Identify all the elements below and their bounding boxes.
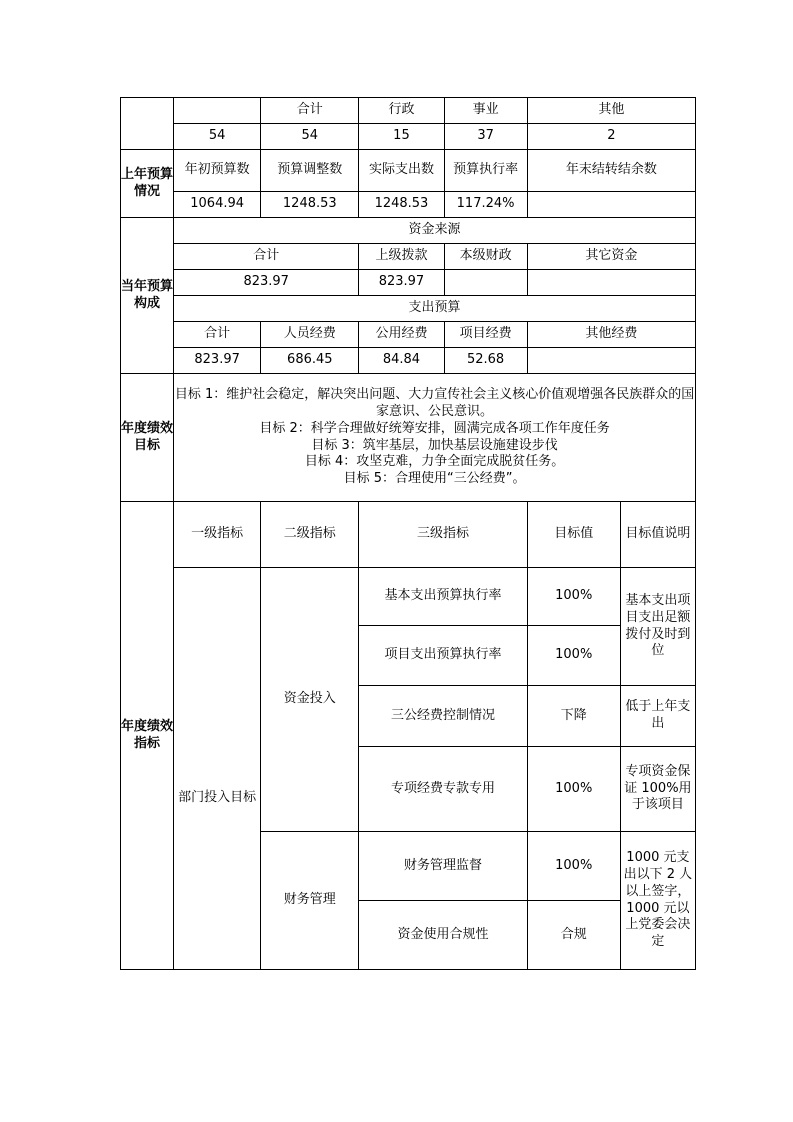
prev-year-header: 年末结转结余数 — [527, 150, 695, 192]
level1-indicator-text: 部门投入目标 — [178, 790, 257, 806]
level3-indicator: 专项经费专款专用 — [359, 747, 527, 832]
expense-value: 84.84 — [359, 348, 444, 374]
staffing-header-row — [121, 98, 696, 124]
indicator-header: 二级指标 — [261, 502, 359, 568]
expense-value: 52.68 — [444, 348, 527, 374]
expense-value — [527, 348, 695, 374]
level3-indicator: 资金使用合规性 — [359, 901, 527, 970]
target-note: 专项资金保证 100%用于该项目 — [620, 747, 695, 832]
funding-values-row — [121, 270, 696, 296]
staffing-value: 54 — [261, 124, 359, 150]
prev-year-value — [527, 192, 695, 218]
funding-title-row — [121, 218, 696, 244]
staffing-header: 合计 — [261, 98, 359, 124]
expense-value: 686.45 — [261, 348, 359, 374]
goals-list — [174, 374, 696, 502]
funding-header: 本级财政 — [444, 244, 527, 270]
indicator-header-row — [121, 502, 696, 568]
staffing-value: 15 — [359, 124, 444, 150]
expense-header: 其他经费 — [527, 322, 695, 348]
prev-year-header: 年初预算数 — [174, 150, 261, 192]
goal-item: 目标 3：筑牢基层，加快基层设施建设步伐 — [311, 437, 558, 453]
target-note: 基本支出项目支出足额拨付及时到位 — [620, 568, 695, 686]
indicator-row — [121, 568, 696, 626]
prev-year-values-row — [121, 192, 696, 218]
expense-value: 823.97 — [174, 348, 261, 374]
funding-header: 上级拨款 — [359, 244, 444, 270]
target-value: 下降 — [527, 686, 620, 747]
indicator-header: 目标值 — [527, 502, 620, 568]
target-value: 100% — [527, 832, 620, 901]
goal-item: 目标 1：维护社会稳定，解决突出问题、大力宣传社会主义核心价值观增强各民族群众的国家意识、公民意识。 — [174, 386, 695, 419]
expense-header-row — [121, 322, 696, 348]
level2-indicator: 财务管理 — [261, 832, 359, 970]
target-note: 1000 元支出以下 2 人以上签字，1000 元以上党委会决定 — [620, 832, 695, 970]
expense-header: 项目经费 — [444, 322, 527, 348]
prev-year-section-label: 上年预算情况 — [121, 150, 174, 218]
goal-item: 目标 2：科学合理做好统筹安排，圆满完成各项工作年度任务 — [259, 420, 610, 436]
indicators-section-label: 年度绩效指标 — [121, 502, 174, 970]
goals-section-label: 年度绩效目标 — [121, 374, 174, 502]
staffing-value: 37 — [444, 124, 527, 150]
level2-indicator: 资金投入 — [261, 568, 359, 832]
staffing-header: 其他 — [527, 98, 695, 124]
staffing-blank-header — [174, 98, 261, 124]
budget-document — [120, 97, 696, 970]
staffing-value: 2 — [527, 124, 695, 150]
prev-year-header: 预算调整数 — [261, 150, 359, 192]
budget-table — [120, 97, 696, 970]
prev-year-header: 预算执行率 — [444, 150, 527, 192]
target-value: 100% — [527, 626, 620, 686]
current-year-section-label: 当年预算构成 — [121, 218, 174, 374]
target-note: 低于上年支出 — [620, 686, 695, 747]
funding-value: 823.97 — [359, 270, 444, 296]
staffing-header: 行政 — [359, 98, 444, 124]
prev-year-value: 1064.94 — [174, 192, 261, 218]
prev-year-header-row — [121, 150, 696, 192]
funding-header-row — [121, 244, 696, 270]
expense-title-row — [121, 296, 696, 322]
expense-header: 公用经费 — [359, 322, 444, 348]
goal-item: 目标 4：攻坚克难，力争全面完成脱贫任务。 — [304, 454, 565, 470]
level1-indicator — [174, 568, 261, 970]
staffing-label-cell — [121, 98, 174, 150]
goals-row — [121, 374, 696, 502]
level3-indicator: 基本支出预算执行率 — [359, 568, 527, 626]
staffing-header: 事业 — [444, 98, 527, 124]
goal-item: 目标 5：合理使用“三公经费”。 — [343, 471, 526, 487]
prev-year-value: 117.24% — [444, 192, 527, 218]
target-value: 100% — [527, 747, 620, 832]
funding-header: 合计 — [174, 244, 359, 270]
funding-title: 资金来源 — [174, 218, 696, 244]
funding-header: 其它资金 — [527, 244, 695, 270]
level3-indicator: 财务管理监督 — [359, 832, 527, 901]
expense-header: 合计 — [174, 322, 261, 348]
expense-header: 人员经费 — [261, 322, 359, 348]
prev-year-header: 实际支出数 — [359, 150, 444, 192]
staffing-values-row — [121, 124, 696, 150]
funding-value — [444, 270, 527, 296]
level3-indicator: 项目支出预算执行率 — [359, 626, 527, 686]
funding-value — [527, 270, 695, 296]
target-value: 合规 — [527, 901, 620, 970]
funding-value: 823.97 — [174, 270, 359, 296]
target-value: 100% — [527, 568, 620, 626]
indicator-header: 一级指标 — [174, 502, 261, 568]
prev-year-value: 1248.53 — [261, 192, 359, 218]
staffing-value: 54 — [174, 124, 261, 150]
expense-title: 支出预算 — [174, 296, 696, 322]
expense-values-row — [121, 348, 696, 374]
level3-indicator: 三公经费控制情况 — [359, 686, 527, 747]
indicator-header: 目标值说明 — [620, 502, 695, 568]
prev-year-value: 1248.53 — [359, 192, 444, 218]
indicator-header: 三级指标 — [359, 502, 527, 568]
